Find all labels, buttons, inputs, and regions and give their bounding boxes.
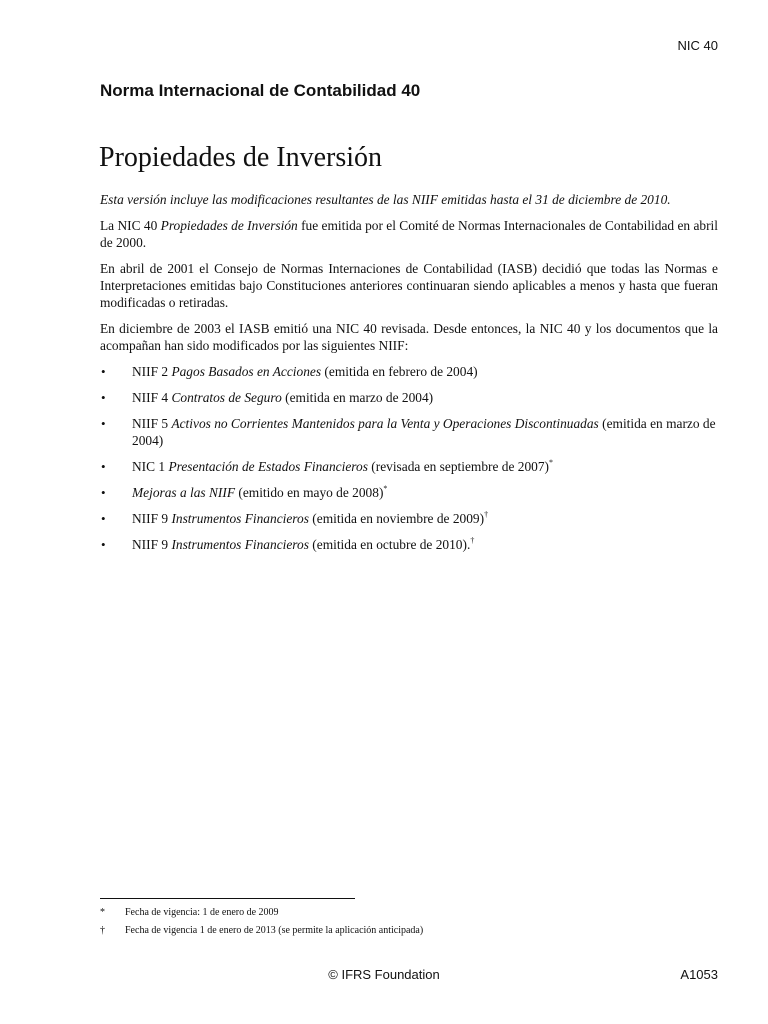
amendment-code: NIIF 9 <box>132 537 172 552</box>
amendment-title: Activos no Corrientes Mantenidos para la Venta y Operaciones Discontinuadas <box>171 416 599 431</box>
footnote-text: Fecha de vigencia: 1 de enero de 2009 <box>125 907 279 918</box>
list-item <box>100 363 718 380</box>
footnote-mark: * <box>549 458 553 467</box>
standard-name: Propiedades de Inversión <box>160 218 298 233</box>
amendment-code: NIIF 2 <box>132 364 172 379</box>
bullet-icon: • <box>101 416 106 431</box>
footnote <box>100 924 700 938</box>
paragraph-text: La NIC 40 <box>100 218 161 233</box>
amendment-title: Instrumentos Financieros <box>171 511 309 526</box>
copyright: © IFRS Foundation <box>328 967 440 982</box>
amendment-code: NIIF 4 <box>132 390 172 405</box>
footnote-mark: * <box>383 484 388 493</box>
bullet-icon: • <box>101 537 106 552</box>
list-item <box>100 510 718 527</box>
list-item <box>100 415 718 449</box>
footnote-symbol: † <box>100 925 105 936</box>
standard-title: Norma Internacional de Contabilidad 40 <box>100 81 421 100</box>
list-item <box>100 536 718 553</box>
running-header: NIC 40 <box>677 38 718 53</box>
amendment-code: NIIF 5 <box>132 416 172 431</box>
amendment-date: (emitida en noviembre de 2009) <box>308 511 485 526</box>
amendment-code: NIIF 9 <box>132 511 172 526</box>
amendment-date: (emitido en mayo de 2008) <box>235 485 384 500</box>
amendment-title: Instrumentos Financieros <box>171 537 309 552</box>
footnote <box>100 906 700 920</box>
list-item <box>100 484 718 501</box>
document-body <box>100 191 718 562</box>
amendment-date: (emitida en marzo de 2004) <box>281 390 434 405</box>
bullet-icon: • <box>101 364 106 379</box>
amendment-title: Mejoras a las NIIF <box>132 485 236 500</box>
amendment-title: Presentación de Estados Financieros <box>168 459 368 474</box>
list-item <box>100 458 718 475</box>
version-note: Esta versión incluye las modificaciones resultantes de las NIIF emitidas hasta el 31 de diciembre de 2010. <box>100 192 671 207</box>
amendment-date: (emitida en marzo de 2004) <box>132 416 716 448</box>
amendment-title: Contratos de Seguro <box>171 390 282 405</box>
paragraph-revision: En diciembre de 2003 el IASB emitió una NIC 40 revisada. Desde entonces, la NIC 40 y los documentos que la acompañan han sido modificados por las siguientes NIIF: <box>100 321 718 353</box>
footnote-mark: † <box>484 510 489 519</box>
amendment-code: NIC 1 <box>132 459 169 474</box>
paragraph-text: fue emitida por el Comité de Normas Internacionales de Contabilidad en abril de 2000. <box>100 218 718 250</box>
bullet-icon: • <box>101 459 106 474</box>
amendment-date: (emitida en febrero de 2004) <box>321 364 478 379</box>
amendment-title: Pagos Basados en Acciones <box>171 364 322 379</box>
footnote-symbol: * <box>100 907 105 918</box>
bullet-icon: • <box>101 485 106 500</box>
paragraph-iasb: En abril de 2001 el Consejo de Normas Internaciones de Contabilidad (IASB) decidió que todas las Normas e Interpretaciones emitidas bajo Constituciones anteriores continuaran siendo aplicables a menos y hasta que fueran modificadas o retiradas. <box>100 261 718 310</box>
bullet-icon: • <box>101 511 106 526</box>
list-item <box>100 389 718 406</box>
footnote-divider <box>100 898 355 899</box>
footnotes <box>100 906 700 942</box>
amendment-date: (revisada en septiembre de 2007) <box>367 459 549 474</box>
amendment-date: (emitida en octubre de 2010). <box>308 537 471 552</box>
page-title: Propiedades de Inversión <box>99 142 383 173</box>
amendments-list <box>100 363 718 553</box>
footnote-text: Fecha de vigencia 1 de enero de 2013 (se permite la aplicación anticipada) <box>125 925 424 936</box>
paragraph-issuance <box>100 217 718 251</box>
bullet-icon: • <box>101 390 106 405</box>
page-number: A1053 <box>680 967 718 982</box>
footnote-mark: † <box>470 536 475 545</box>
